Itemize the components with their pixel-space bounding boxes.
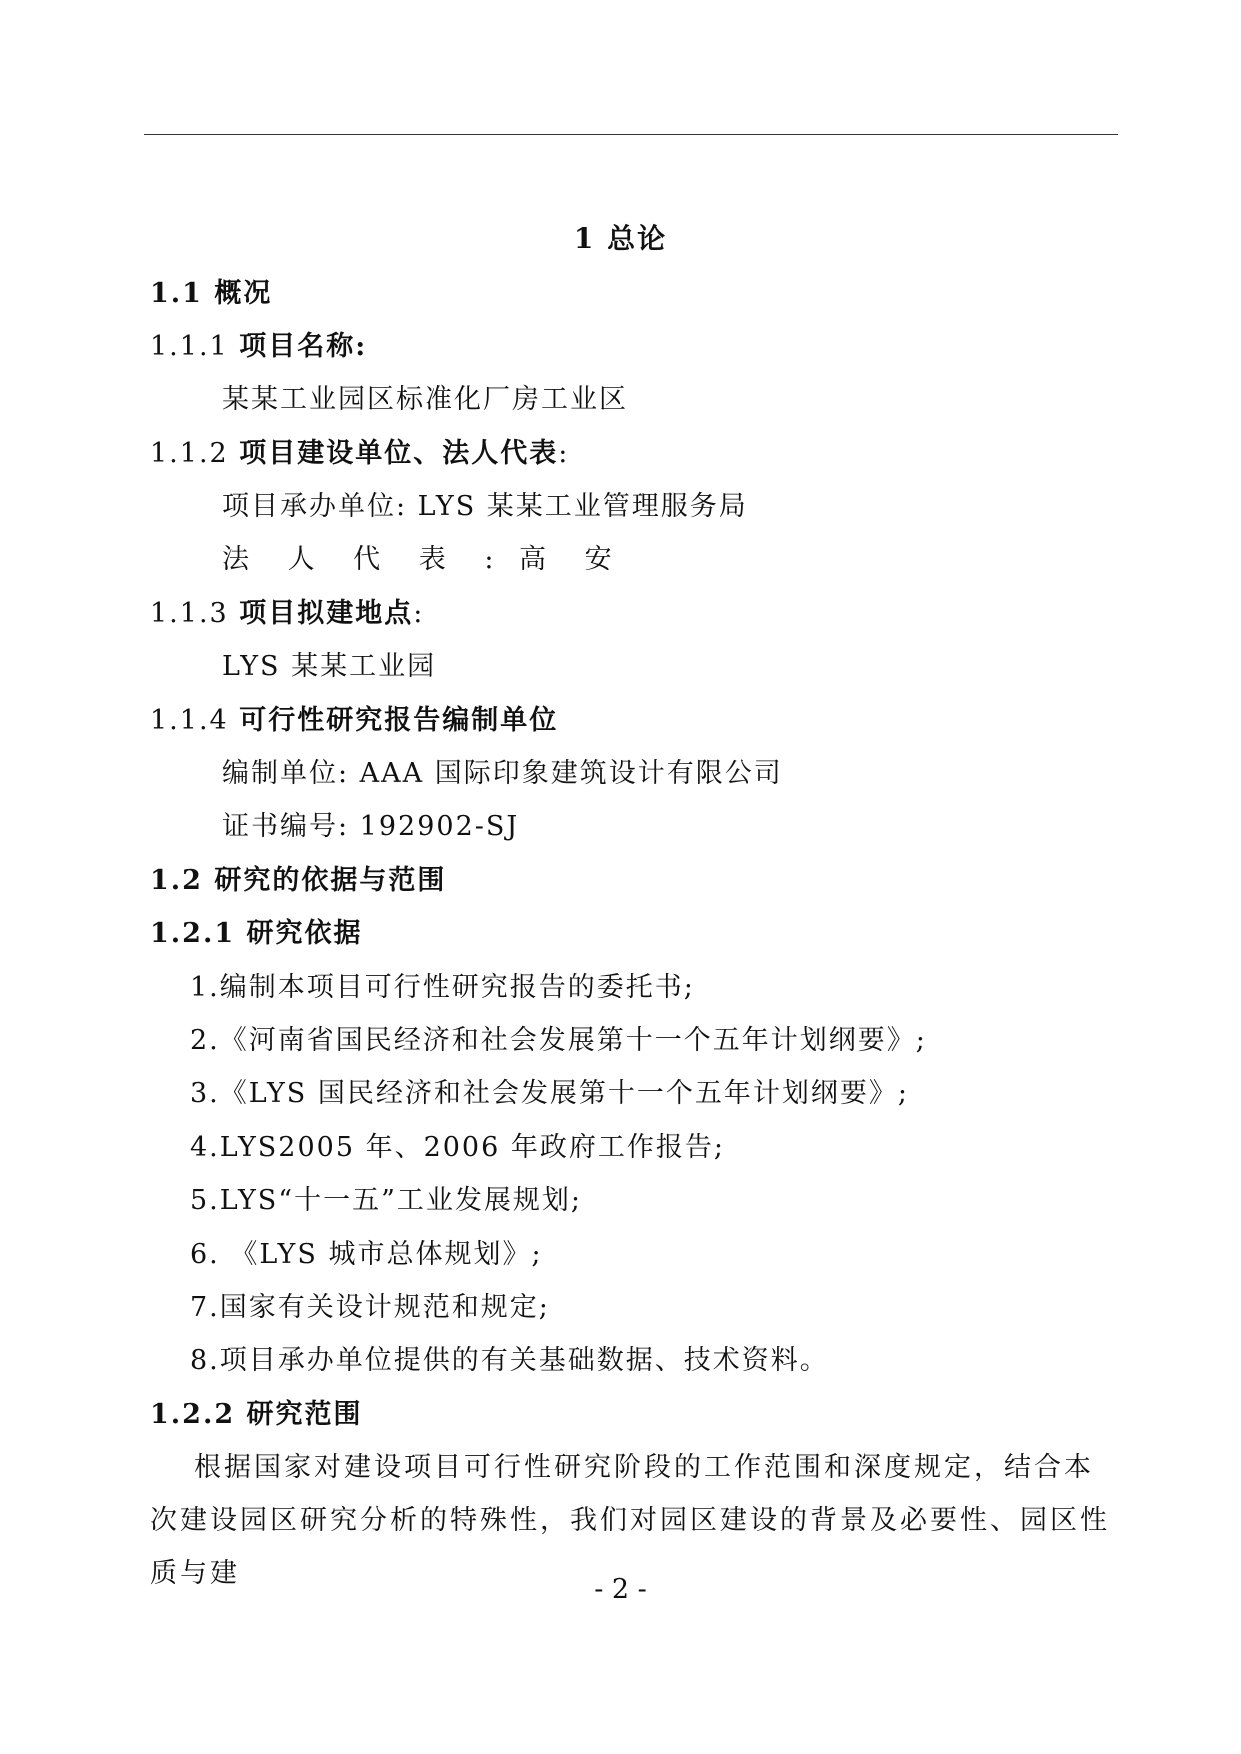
item-heading-1-1-3 (150, 597, 424, 631)
certificate-number-line: 证书编号: 192902-SJ (222, 811, 520, 842)
undertaking-unit-line: 项目承办单位: LYS 某某工业管理服务局 (222, 491, 748, 522)
basis-list-item: 1.编制本项目可行性研究报告的委托书; (190, 972, 695, 1003)
basis-list-item: 6. 《LYS 城市总体规划》; (190, 1239, 543, 1270)
basis-list-item: 2.《河南省国民经济和社会发展第十一个五年计划纲要》; (190, 1025, 927, 1056)
section-heading-1-2-1: 1.2.1 研究依据 (150, 918, 363, 949)
item-title: 项目名称: (239, 331, 368, 362)
header-rule (144, 134, 1118, 135)
item-title: 可行性研究报告编制单位 (239, 705, 559, 736)
page-number: - 2 - (594, 1574, 647, 1605)
item-title: 项目拟建地点 (239, 598, 414, 629)
basis-list-item: 7.国家有关设计规范和规定; (190, 1292, 550, 1323)
item-heading-1-1-1 (150, 330, 367, 364)
item-number: 1.1.2 (150, 438, 229, 469)
item-number: 1.1.3 (150, 598, 229, 629)
legal-rep-label: 法 人 代 表 : (222, 544, 509, 575)
section-heading-1-2-2: 1.2.2 研究范围 (150, 1399, 363, 1430)
basis-list-item: 8.项目承办单位提供的有关基础数据、技术资料。 (190, 1345, 829, 1376)
site-location-value: LYS 某某工业园 (222, 651, 437, 682)
section-heading-1-1: 1.1 概况 (150, 278, 273, 309)
scope-paragraph: 根据国家对建设项目可行性研究阶段的工作范围和深度规定，结合本次建设园区研究分析的特殊性，我们对园区建设的背景及必要性、园区性质与建 (150, 1452, 1110, 1589)
item-number: 1.1.1 (150, 331, 229, 362)
item-colon: : (413, 598, 425, 629)
legal-rep-line (222, 543, 627, 577)
basis-list-item: 4.LYS2005 年、2006 年政府工作报告; (190, 1132, 725, 1163)
chapter-title: 1 总论 (573, 222, 668, 255)
basis-list-item: 3.《LYS 国民经济和社会发展第十一个五年计划纲要》; (190, 1078, 909, 1109)
item-number: 1.1.4 (150, 705, 229, 736)
section-heading-1-2: 1.2 研究的依据与范围 (150, 865, 447, 896)
item-heading-1-1-2 (150, 437, 569, 471)
project-name-value: 某某工业园区标准化厂房工业区 (222, 384, 628, 415)
item-colon: : (558, 438, 570, 469)
legal-rep-name: 高 安 (519, 544, 627, 575)
item-title: 项目建设单位、法人代表 (239, 438, 559, 469)
compiling-unit-line: 编制单位: AAA 国际印象建筑设计有限公司 (222, 758, 783, 789)
basis-list-item: 5.LYS“十一五”工业发展规划; (190, 1185, 582, 1216)
item-heading-1-1-4 (150, 704, 558, 738)
